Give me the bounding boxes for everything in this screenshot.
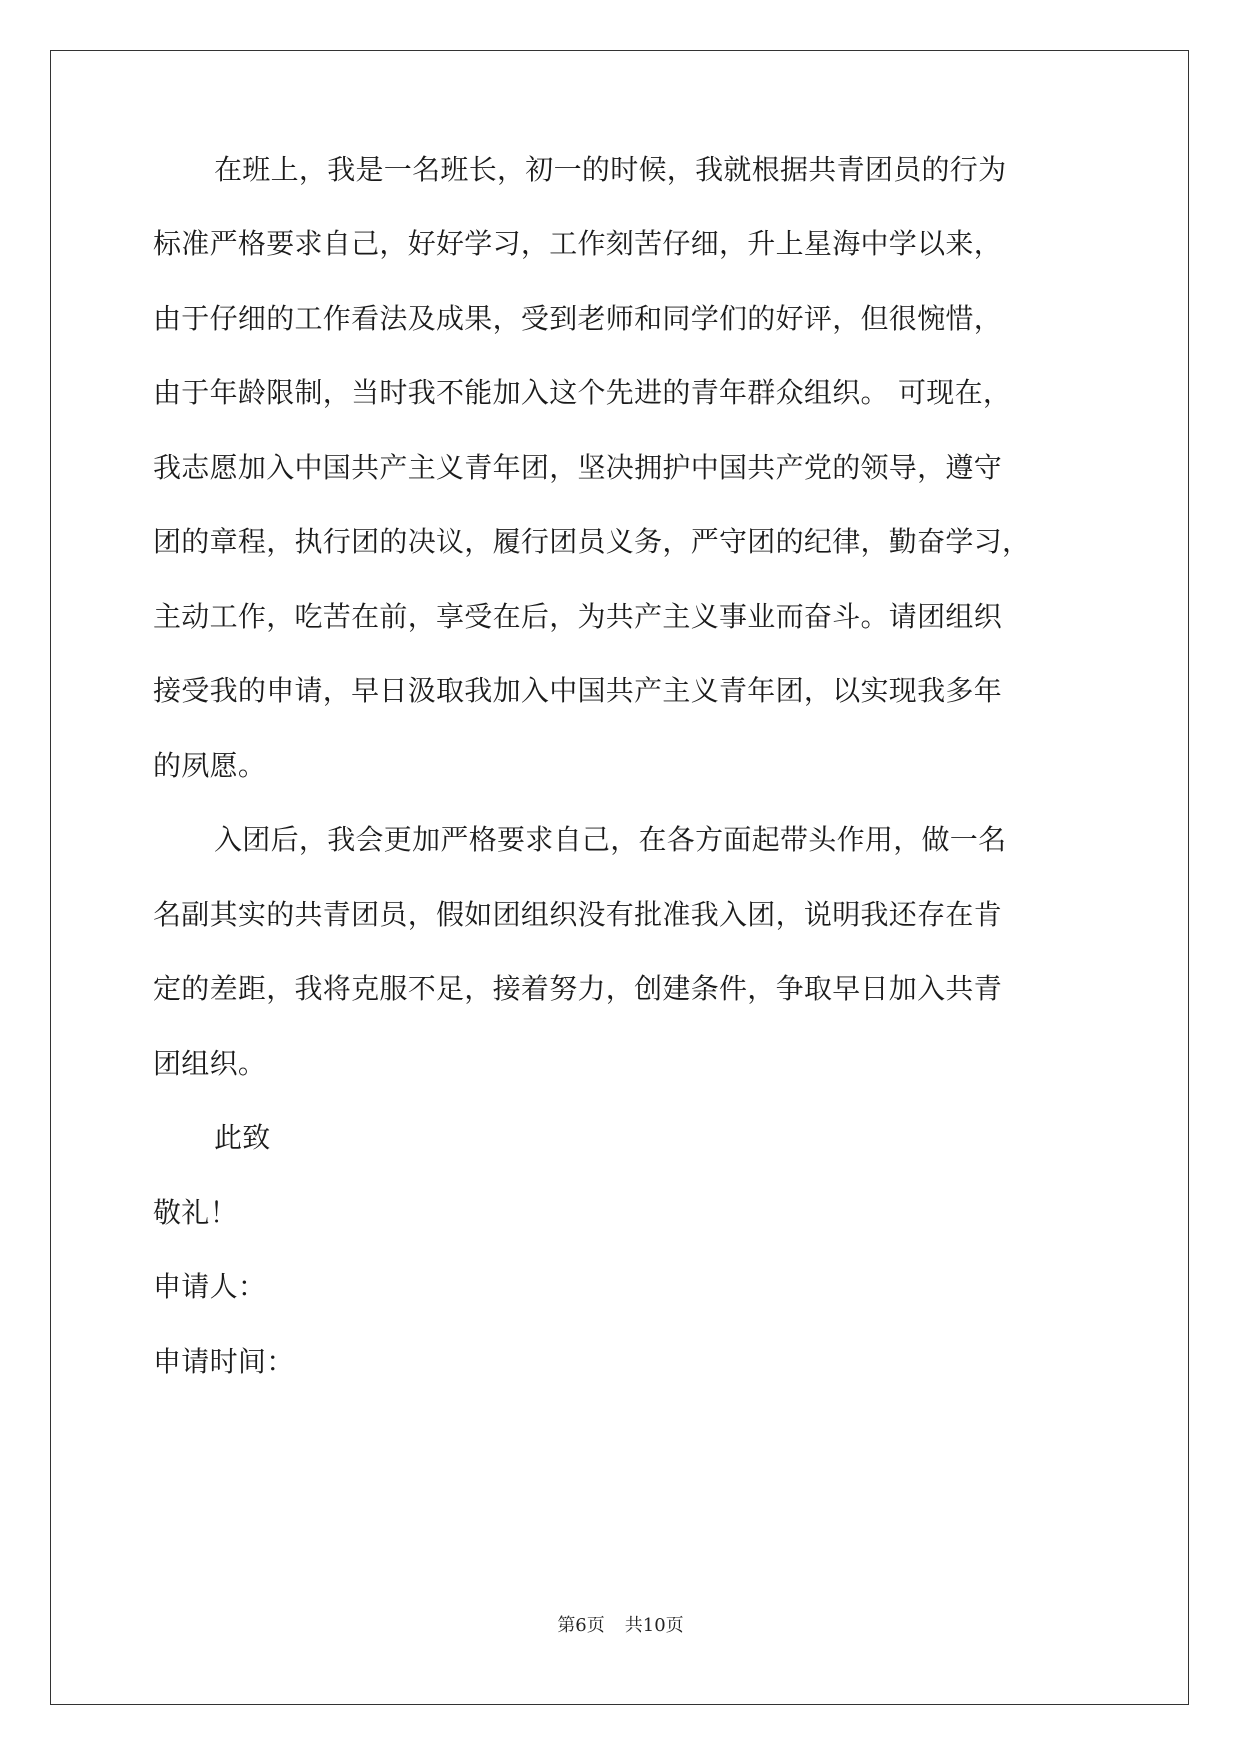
paragraph-line: 主动工作，吃苦在前，享受在后，为共产主义事业而奋斗。请团组织 <box>153 600 1003 633</box>
paragraph-line: 我志愿加入中国共产主义青年团，坚决拥护中国共产党的领导，遵守 <box>153 451 1003 484</box>
paragraph-line: 标准严格要求自己，好好学习，工作刻苦仔细，升上星海中学以来， <box>153 227 1003 260</box>
page-number: 第6页 <box>557 1615 605 1636</box>
page-total: 共10页 <box>624 1615 684 1636</box>
paragraph-line: 由于年龄限制，当时我不能加入这个先进的青年群众组织。 可现在， <box>153 376 1012 409</box>
paragraph-line: 的夙愿。 <box>153 749 267 782</box>
salute-text: 敬礼！ <box>153 1196 238 1229</box>
page-footer <box>0 1615 1241 1637</box>
paragraph-line: 定的差距，我将克服不足，接着努力，创建条件，争取早日加入共青 <box>153 972 1003 1005</box>
date-label: 申请时间： <box>153 1345 295 1378</box>
applicant-label: 申请人： <box>153 1270 267 1303</box>
paragraph-line: 团的章程，执行团的决议，履行团员义务，严守团的纪律，勤奋学习， <box>153 525 1031 558</box>
paragraph-line: 团组织。 <box>153 1047 267 1080</box>
paragraph-line: 入团后，我会更加严格要求自己，在各方面起带头作用，做一名 <box>214 823 1007 856</box>
paragraph-line: 在班上，我是一名班长，初一的时候，我就根据共青团员的行为 <box>214 153 1007 186</box>
paragraph-line: 接受我的申请，早日汲取我加入中国共产主义青年团，以实现我多年 <box>153 674 1003 707</box>
paragraph-line: 由于仔细的工作看法及成果，受到老师和同学们的好评，但很惋惜， <box>153 302 1003 335</box>
closing-text: 此致 <box>214 1121 271 1154</box>
page-border <box>50 50 1189 1705</box>
paragraph-line: 名副其实的共青团员，假如团组织没有批准我入团，说明我还存在肯 <box>153 898 1003 931</box>
